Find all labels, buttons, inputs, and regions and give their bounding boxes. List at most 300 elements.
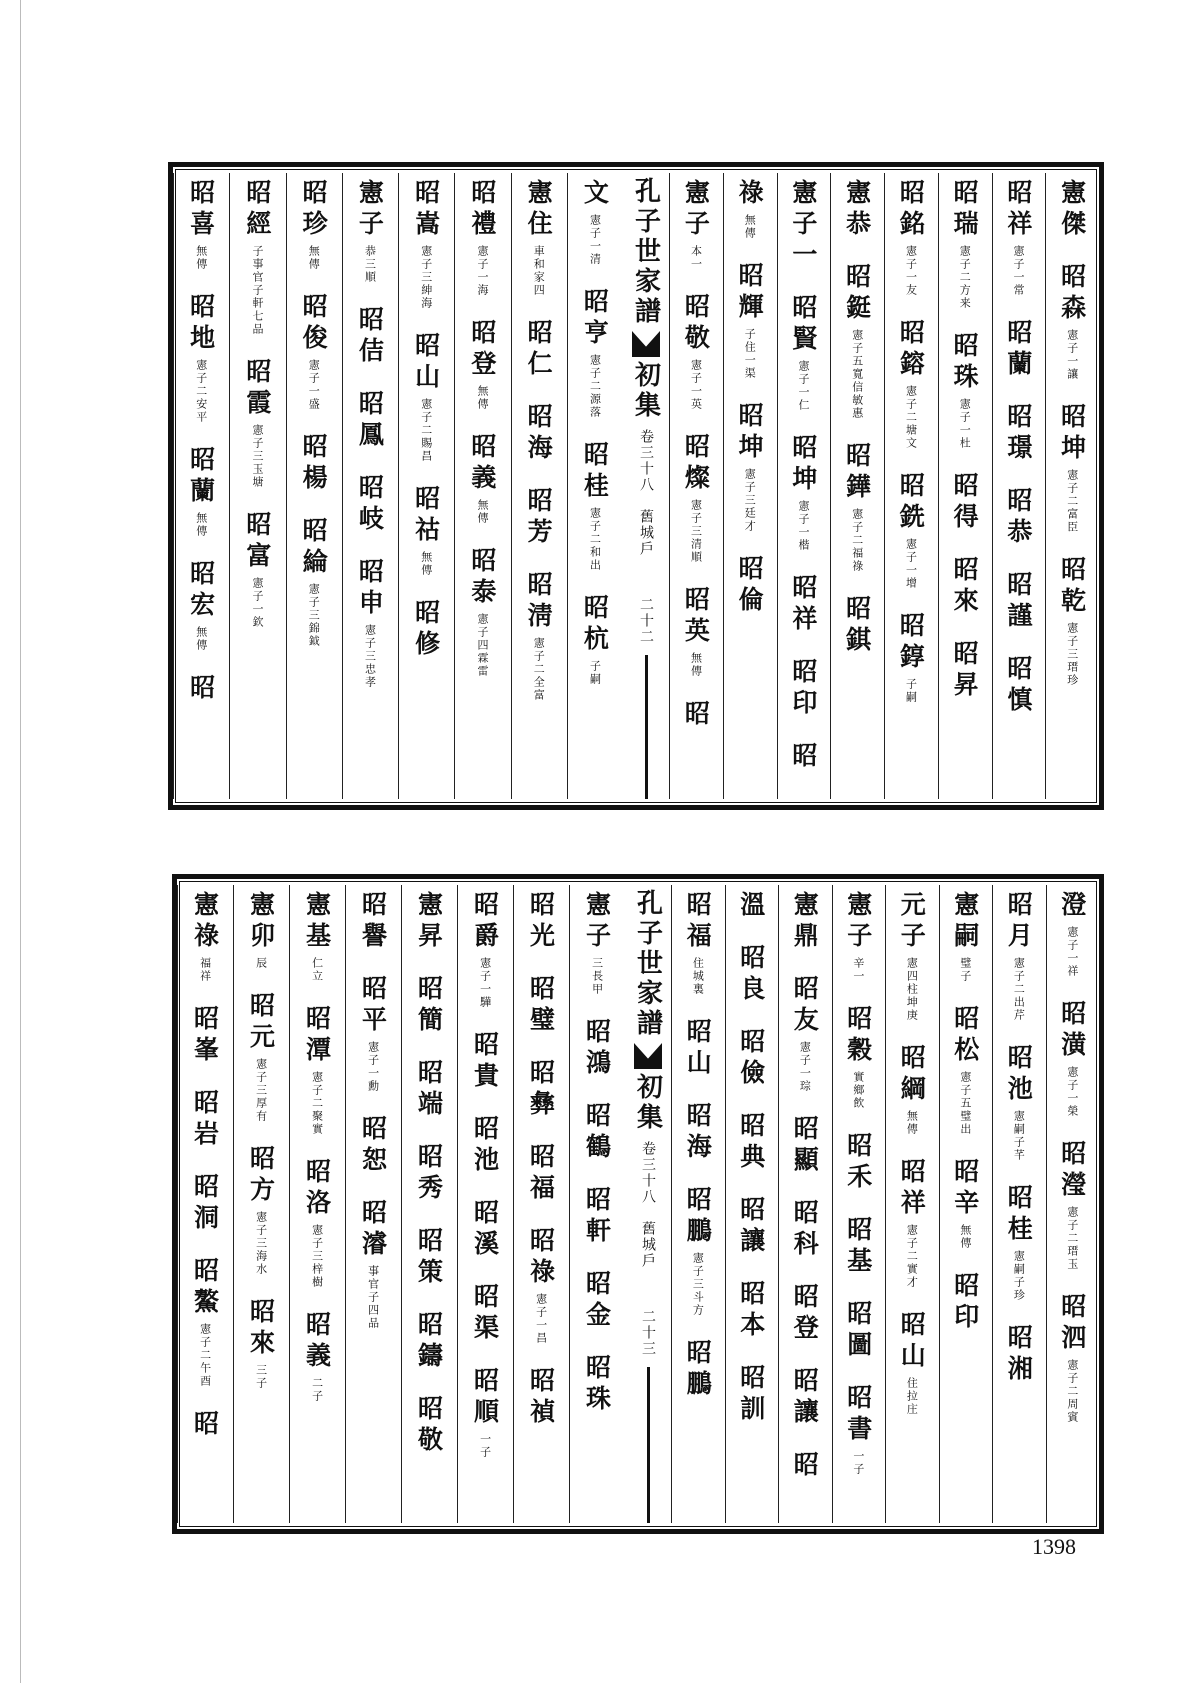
genealogy-column	[830, 179, 884, 793]
genealogy-entry	[190, 1257, 220, 1388]
genealogy-entry	[950, 1005, 980, 1136]
genealogy-entry	[358, 975, 388, 1093]
person-name: 昭蘭	[186, 446, 216, 508]
person-name: 昭	[681, 700, 711, 731]
genealogy-entry	[302, 1311, 332, 1403]
person-name: 昭科	[790, 1199, 820, 1261]
person-name: 昭潭	[302, 1005, 332, 1067]
person-name: 昭鰲	[190, 1257, 220, 1319]
person-name: 昭嵩	[411, 179, 441, 241]
bottom-genealogy-page	[172, 874, 1104, 1534]
column-divider	[778, 885, 779, 1523]
genealogy-entry	[683, 1339, 713, 1401]
genealogy-entry	[843, 1216, 873, 1278]
genealogy-entry	[843, 1300, 873, 1362]
person-name: 昭坤	[735, 402, 765, 464]
person-name: 昭修	[411, 599, 441, 661]
volume-label: 初集	[632, 1073, 663, 1133]
person-name: 昭銘	[896, 179, 926, 241]
column-divider	[286, 173, 287, 799]
genealogy-entry	[246, 992, 276, 1123]
genealogy-column	[723, 179, 777, 793]
genealogy-entry	[950, 1158, 980, 1250]
person-name: 昭讓	[790, 1367, 820, 1429]
genealogy-entry	[190, 1089, 220, 1151]
person-annotation: 璧子	[958, 957, 972, 983]
person-name: 憲子	[582, 891, 612, 953]
genealogy-column	[345, 891, 401, 1517]
person-name: 昭儉	[736, 1028, 766, 1090]
genealogy-column	[939, 891, 993, 1517]
genealogy-entry	[526, 1143, 556, 1205]
genealogy-entry	[735, 402, 765, 533]
person-name: 昭良	[736, 944, 766, 1006]
person-name: 昭蘭	[1003, 319, 1033, 381]
genealogy-entry	[355, 179, 385, 284]
genealogy-entry	[735, 555, 765, 617]
person-annotation: 本一	[689, 245, 703, 271]
genealogy-entry	[242, 179, 272, 336]
genealogy-entry	[896, 472, 926, 590]
person-annotation: 子事官子軒七品	[250, 245, 264, 336]
genealogy-entry	[1003, 179, 1033, 297]
genealogy-entry	[790, 1115, 820, 1177]
genealogy-entry	[524, 487, 554, 549]
person-name: 昭岐	[355, 474, 385, 536]
genealogy-column	[777, 179, 831, 793]
genealogy-entry	[681, 586, 711, 678]
genealogy-entry	[524, 403, 554, 465]
genealogy-entry	[788, 574, 818, 636]
person-annotation: 憲子二塘文	[904, 385, 918, 450]
section-label: 卷三十八 舊城戶	[640, 1141, 656, 1269]
genealogy-entry	[1003, 655, 1033, 717]
person-name: 昭印	[788, 658, 818, 720]
person-name: 昭湘	[1004, 1324, 1034, 1386]
person-name: 憲基	[302, 891, 332, 953]
person-name: 昭輝	[735, 262, 765, 324]
genealogy-column	[454, 179, 510, 793]
person-name: 昭辛	[950, 1158, 980, 1220]
person-annotation: 仁立	[310, 957, 324, 983]
column-divider	[233, 885, 234, 1523]
person-annotation: 憲子三梓樹	[310, 1224, 324, 1289]
person-annotation: 憲子三紳海	[419, 245, 433, 310]
column-divider	[173, 173, 174, 799]
person-annotation: 憲子三錦鉞	[307, 583, 321, 648]
genealogy-entry	[470, 1115, 500, 1177]
genealogy-entry	[681, 293, 711, 411]
person-annotation: 住拉庄	[905, 1377, 919, 1416]
person-annotation: 憲子三忠孝	[363, 624, 377, 689]
person-name: 昭山	[683, 1018, 713, 1080]
person-name: 昭英	[681, 586, 711, 648]
person-annotation: 一子	[478, 1433, 492, 1459]
person-annotation: 無傳	[743, 214, 757, 240]
person-name: 昭	[186, 674, 216, 705]
genealogy-entry	[246, 1298, 276, 1390]
genealogy-entry	[467, 179, 497, 297]
genealogy-entry	[414, 1227, 444, 1289]
genealogy-entry	[467, 547, 497, 678]
column-divider	[725, 885, 726, 1523]
genealogy-entry	[299, 293, 329, 411]
genealogy-column	[289, 891, 345, 1517]
person-name: 昭秀	[414, 1143, 444, 1205]
person-name: 憲子	[355, 179, 385, 241]
genealogy-column	[401, 891, 457, 1517]
person-name: 昭光	[526, 891, 556, 953]
person-annotation: 憲子一琮	[798, 1041, 812, 1093]
person-name: 憲卯	[246, 891, 276, 953]
genealogy-column	[569, 891, 625, 1517]
person-name: 昭方	[246, 1145, 276, 1207]
person-annotation: 憲子一讓	[1065, 329, 1079, 381]
person-name: 昭乾	[1057, 556, 1087, 618]
genealogy-entry	[580, 594, 610, 686]
person-annotation: 憲子一杜	[958, 398, 972, 450]
person-annotation: 憲子二出芹	[1012, 957, 1026, 1022]
person-name: 昭軒	[582, 1186, 612, 1248]
leaf-number: 二十二	[638, 597, 654, 645]
person-name: 昭貴	[470, 1031, 500, 1093]
genealogy-entry	[414, 1311, 444, 1373]
genealogy-entry	[843, 1384, 873, 1476]
person-annotation: 福祥	[198, 957, 212, 983]
person-name: 文	[580, 179, 610, 210]
genealogy-column	[511, 179, 567, 793]
genealogy-entry	[358, 1115, 388, 1177]
person-annotation: 憲子三清順	[689, 499, 703, 564]
person-annotation: 憲子二和出	[588, 507, 602, 572]
genealogy-entry	[736, 944, 766, 1006]
person-name: 昭顯	[790, 1115, 820, 1177]
person-name: 昭平	[358, 975, 388, 1037]
person-name: 昭楊	[299, 433, 329, 495]
genealogy-entry	[355, 558, 385, 689]
person-annotation: 憲子三玉塘	[250, 424, 264, 489]
genealogy-entry	[842, 263, 872, 420]
genealogy-column	[885, 891, 939, 1517]
genealogy-entry	[736, 1196, 766, 1258]
person-annotation: 實鄉飲	[851, 1071, 865, 1110]
genealogy-entry	[897, 1158, 927, 1289]
genealogy-column	[173, 179, 229, 793]
person-name: 昭昇	[950, 640, 980, 702]
person-annotation: 憲子一英	[689, 359, 703, 411]
genealogy-entry	[358, 1199, 388, 1330]
person-name: 昭洛	[302, 1158, 332, 1220]
person-name: 昭海	[683, 1102, 713, 1164]
page-header-column	[625, 879, 671, 1529]
genealogy-entry	[736, 1280, 766, 1342]
person-name: 憲子	[843, 891, 873, 953]
genealogy-entry	[414, 1059, 444, 1121]
person-annotation: 憲子一榮	[1065, 1066, 1079, 1118]
person-name: 昭峯	[190, 1005, 220, 1067]
scan-edge-line	[20, 0, 21, 1683]
person-name: 昭地	[186, 293, 216, 355]
person-name: 昭恭	[1003, 487, 1033, 549]
genealogy-entry	[1057, 1140, 1087, 1271]
person-annotation: 一子	[851, 1450, 865, 1476]
genealogy-entry	[950, 556, 980, 618]
column-divider	[723, 173, 724, 799]
genealogy-entry	[842, 442, 872, 573]
person-annotation: 憲子二安平	[194, 359, 208, 424]
genealogy-entry	[302, 1158, 332, 1289]
genealogy-entry	[470, 1031, 500, 1093]
person-name: 昭來	[950, 556, 980, 618]
person-name: 昭友	[790, 975, 820, 1037]
genealogy-entry	[788, 294, 818, 412]
center-rule	[645, 655, 648, 799]
person-name: 昭禎	[526, 1367, 556, 1429]
book-title: 孔子世家譜	[630, 177, 661, 327]
person-name: 昭義	[302, 1311, 332, 1373]
genealogy-entry	[896, 319, 926, 450]
person-name: 昭錤	[842, 595, 872, 657]
person-annotation: 憲子四霖雷	[475, 613, 489, 678]
genealogy-entry	[1057, 556, 1087, 687]
genealogy-entry	[1057, 179, 1087, 241]
genealogy-entry	[950, 640, 980, 702]
person-name: 昭	[790, 1451, 820, 1482]
person-name: 昭鵬	[683, 1186, 713, 1248]
genealogy-entry	[411, 599, 441, 661]
person-annotation: 憲子二賜昌	[419, 398, 433, 463]
person-name: 昭綱	[897, 1044, 927, 1106]
genealogy-entry	[681, 179, 711, 271]
person-name: 昭義	[467, 433, 497, 495]
person-name: 昭燦	[681, 433, 711, 495]
person-annotation: 子嗣	[904, 678, 918, 704]
person-annotation: 憲子二聚實	[310, 1071, 324, 1136]
person-name: 昭賢	[788, 294, 818, 356]
genealogy-entry	[582, 1102, 612, 1164]
person-name: 昭金	[582, 1270, 612, 1332]
person-name: 昭芳	[524, 487, 554, 549]
person-annotation: 事官子四品	[366, 1265, 380, 1330]
person-name: 昭書	[843, 1384, 873, 1446]
person-name: 昭登	[467, 319, 497, 381]
genealogy-entry	[411, 179, 441, 310]
person-name: 昭祥	[897, 1158, 927, 1220]
person-name: 昭禮	[467, 179, 497, 241]
genealogy-entry	[246, 891, 276, 970]
person-annotation: 無傳	[194, 245, 208, 271]
genealogy-entry	[896, 612, 926, 704]
column-divider	[289, 885, 290, 1523]
column-divider	[832, 885, 833, 1523]
person-name: 昭鵬	[683, 1339, 713, 1401]
person-name: 昭彝	[526, 1059, 556, 1121]
person-name: 昭祜	[411, 485, 441, 547]
genealogy-entry	[580, 288, 610, 419]
genealogy-entry	[302, 1005, 332, 1136]
genealogy-entry	[1057, 263, 1087, 381]
person-name: 昭謹	[1003, 571, 1033, 633]
genealogy-entry	[411, 332, 441, 463]
person-annotation: 憲子二福祿	[850, 508, 864, 573]
person-name: 昭喜	[186, 179, 216, 241]
genealogy-entry	[1003, 319, 1033, 381]
person-name: 昭敬	[414, 1395, 444, 1457]
genealogy-entry	[414, 1395, 444, 1457]
genealogy-entry	[190, 891, 220, 983]
person-name: 昭鳳	[355, 390, 385, 452]
column-divider	[671, 885, 672, 1523]
person-name: 昭坤	[788, 434, 818, 496]
column-divider	[457, 885, 458, 1523]
genealogy-entry	[582, 1354, 612, 1416]
person-annotation: 無傳	[958, 1224, 972, 1250]
fish-tail-mark	[632, 331, 660, 357]
person-name: 昭福	[683, 891, 713, 953]
person-annotation: 憲子一海	[475, 245, 489, 297]
genealogy-column	[992, 179, 1046, 793]
person-annotation: 憲子二周賓	[1065, 1359, 1079, 1424]
column-divider	[569, 885, 570, 1523]
genealogy-entry	[580, 441, 610, 572]
genealogy-entry	[467, 433, 497, 525]
genealogy-column	[884, 179, 938, 793]
genealogy-entry	[1003, 487, 1033, 549]
genealogy-entry	[788, 658, 818, 720]
column-divider	[884, 173, 885, 799]
person-annotation: 辰	[254, 957, 268, 970]
person-name: 昭敬	[681, 293, 711, 355]
person-annotation: 憲子一清	[588, 214, 602, 266]
column-divider	[398, 173, 399, 799]
person-name: 憲恭	[842, 179, 872, 241]
person-name: 元子	[897, 891, 927, 953]
person-name: 昭泗	[1057, 1293, 1087, 1355]
genealogy-entry	[1004, 1044, 1034, 1162]
person-name: 昭桂	[580, 441, 610, 503]
person-name: 溫	[736, 891, 766, 922]
genealogy-column	[233, 891, 289, 1517]
person-name: 昭洞	[190, 1173, 220, 1235]
genealogy-entry	[526, 1059, 556, 1121]
column-divider	[177, 885, 178, 1523]
person-name: 昭錞	[896, 612, 926, 674]
genealogy-entry	[681, 433, 711, 564]
genealogy-entry	[302, 891, 332, 983]
genealogy-column	[177, 891, 233, 1517]
genealogy-entry	[242, 511, 272, 629]
person-name: 憲祿	[190, 891, 220, 953]
top-genealogy-page	[168, 162, 1104, 810]
person-annotation: 憲子五璧出	[958, 1071, 972, 1136]
person-name: 昭簡	[414, 975, 444, 1037]
person-name: 昭鋌	[842, 263, 872, 325]
genealogy-entry	[355, 390, 385, 452]
person-name: 昭松	[950, 1005, 980, 1067]
fish-tail-mark	[634, 1043, 662, 1069]
person-name: 憲嗣	[950, 891, 980, 953]
person-annotation: 憲子一常	[1011, 245, 1025, 297]
genealogy-column	[567, 179, 623, 793]
person-annotation: 二子	[310, 1377, 324, 1403]
person-name: 昭穀	[843, 1005, 873, 1067]
genealogy-column	[229, 179, 285, 793]
person-name: 昭杭	[580, 594, 610, 656]
person-annotation: 憲子一仁	[796, 360, 810, 412]
person-name: 昭鶴	[582, 1102, 612, 1164]
genealogy-entry	[790, 1199, 820, 1261]
genealogy-entry	[524, 319, 554, 381]
person-name: 昭瀅	[1057, 1140, 1087, 1202]
person-annotation: 憲嗣子芊	[1012, 1110, 1026, 1162]
person-name: 憲鼎	[790, 891, 820, 953]
person-annotation: 憲子二午酉	[198, 1323, 212, 1388]
person-annotation: 住城裏	[691, 957, 705, 996]
person-name: 昭鏵	[842, 442, 872, 504]
genealogy-entry	[470, 1367, 500, 1459]
column-divider	[938, 173, 939, 799]
genealogy-entry	[736, 891, 766, 922]
genealogy-entry	[526, 1367, 556, 1429]
person-annotation: 恭三順	[363, 245, 377, 284]
person-annotation: 憲子一欽	[250, 577, 264, 629]
genealogy-entry	[186, 674, 216, 705]
person-name: 昭渠	[470, 1283, 500, 1345]
person-annotation: 憲子一昌	[534, 1293, 548, 1345]
genealogy-entry	[358, 891, 388, 953]
genealogy-entry	[526, 891, 556, 953]
genealogy-entry	[242, 358, 272, 489]
person-annotation: 憲四柱坤庚	[905, 957, 919, 1022]
genealogy-column	[1046, 891, 1100, 1517]
person-annotation: 子嗣	[588, 660, 602, 686]
person-name: 昭森	[1057, 263, 1087, 325]
person-name: 昭淸	[524, 571, 554, 633]
person-annotation: 憲子二源落	[588, 354, 602, 419]
genealogy-entry	[299, 179, 329, 271]
column-divider	[669, 173, 670, 799]
person-annotation: 憲子一祥	[1065, 926, 1079, 978]
person-annotation: 無傳	[419, 551, 433, 577]
genealogy-entry	[470, 1199, 500, 1261]
genealogy-entry	[843, 891, 873, 983]
genealogy-entry	[411, 485, 441, 577]
genealogy-entry	[950, 179, 980, 310]
person-annotation: 無傳	[475, 499, 489, 525]
genealogy-entry	[1057, 1000, 1087, 1118]
person-name: 昭禾	[843, 1132, 873, 1194]
genealogy-entry	[735, 262, 765, 380]
person-annotation: 憲子一友	[904, 245, 918, 297]
person-name: 昭山	[411, 332, 441, 394]
genealogy-entry	[790, 891, 820, 953]
genealogy-entry	[186, 179, 216, 271]
person-name: 昭印	[950, 1272, 980, 1334]
person-annotation: 無傳	[689, 652, 703, 678]
genealogy-column	[342, 179, 398, 793]
person-name: 昭俊	[299, 293, 329, 355]
genealogy-entry	[842, 595, 872, 657]
genealogy-entry	[355, 306, 385, 368]
genealogy-entry	[683, 1018, 713, 1080]
genealogy-entry	[843, 1005, 873, 1110]
person-name: 昭恕	[358, 1115, 388, 1177]
column-divider	[511, 173, 512, 799]
person-name: 昭祿	[526, 1227, 556, 1289]
genealogy-entry	[950, 1272, 980, 1334]
genealogy-column	[671, 891, 725, 1517]
genealogy-column	[832, 891, 886, 1517]
